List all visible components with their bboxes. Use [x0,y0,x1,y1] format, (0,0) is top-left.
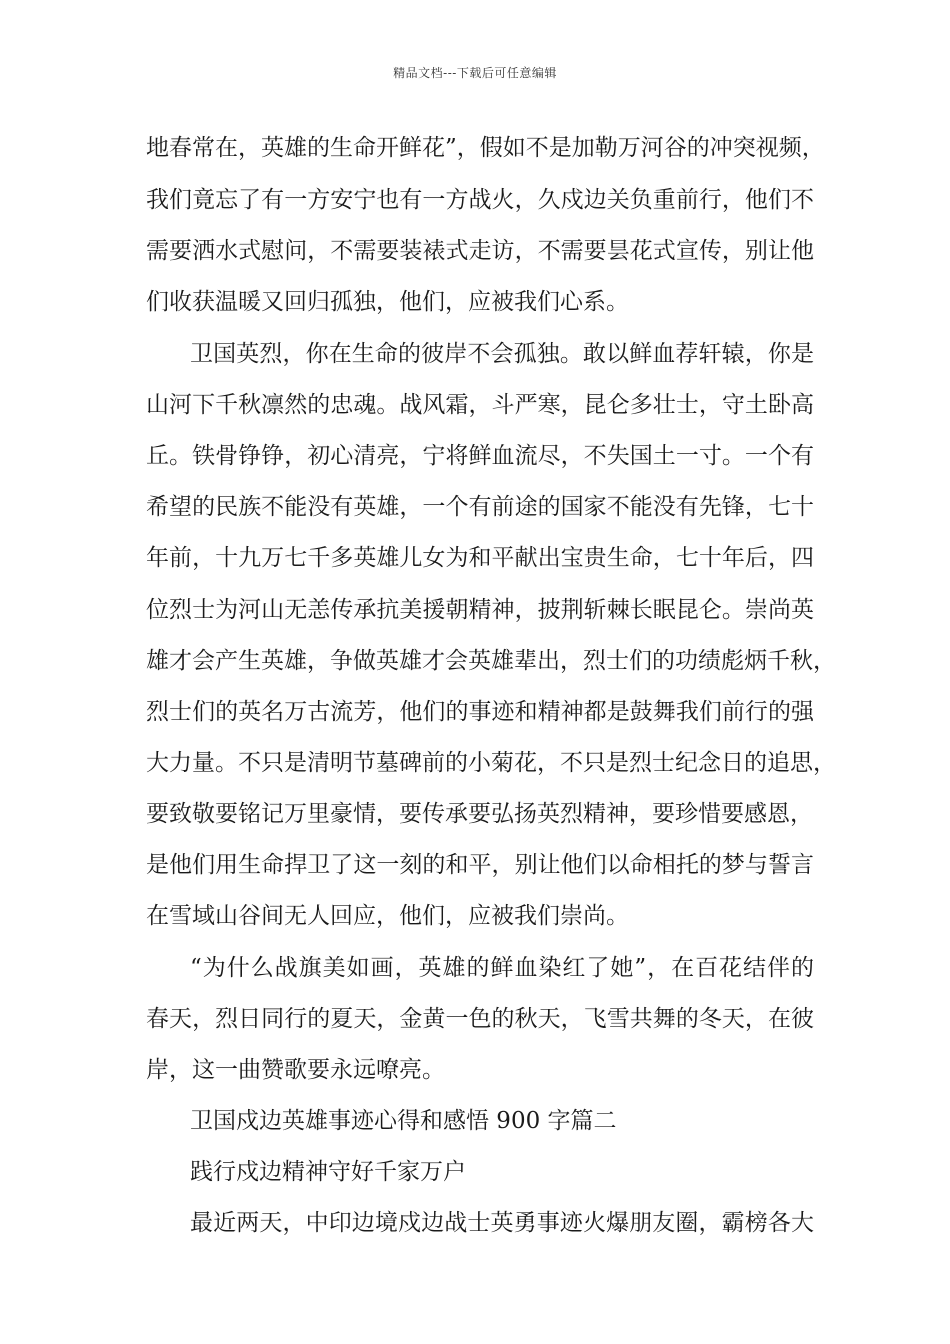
text-line: 岸，这一曲赞歌要永远嘹亮。 [146,1057,445,1083]
text-line: 们收获温暖又回归孤独，他们，应被我们心系。 [146,289,629,315]
running-header: 精品文档---下载后可任意编辑 [393,66,557,80]
paragraph-first-line: 最近两天，中印边境戍边战士英勇事迹火爆朋友圈，霸榜各大 [190,1210,814,1236]
text-line: 山河下千秋凛然的忠魂。战风霜，斗严寒，昆仑多壮士，守土卧高 [146,392,814,418]
text-line: 在雪域山谷间无人回应，他们，应被我们崇尚。 [146,903,629,929]
paragraph-first-line: “为什么战旗美如画，英雄的鲜血染红了她”，在百花结伴的 [190,955,814,981]
text-line: 我们竟忘了有一方安宁也有一方战火，久戍边关负重前行，他们不 [146,187,814,213]
paragraph-first-line: 卫国英烈，你在生命的彼岸不会孤独。敢以鲜血荐轩辕，你是 [190,341,814,367]
text-line: 丘。铁骨铮铮，初心清亮，宁将鲜血流尽，不失国土一寸。一个有 [146,443,814,469]
text-line: 雄才会产生英雄，争做英雄才会英雄辈出，烈士们的功绩彪炳千秋， [146,648,836,674]
section-heading: 卫国戍边英雄事迹心得和感悟 900 字篇二 [190,1108,617,1134]
article-title: 践行戍边精神守好千家万户 [190,1159,466,1185]
text-line: 地春常在，英雄的生命开鲜花”，假如不是加勒万河谷的冲突视频， [146,135,825,161]
text-line: 位烈士为河山无恙传承抗美援朝精神，披荆斩棘长眠昆仑。崇尚英 [146,597,814,623]
text-line: 希望的民族不能没有英雄，一个有前途的国家不能没有先锋，七十 [146,494,814,520]
text-line: 要致敬要铭记万里豪情，要传承要弘扬英烈精神，要珍惜要感恩， [146,801,813,827]
text-line: 年前，十九万七千多英雄儿女为和平献出宝贵生命，七十年后，四 [146,545,814,571]
text-line: 春天，烈日同行的夏天，金黄一色的秋天，飞雪共舞的冬天，在彼 [146,1006,814,1032]
text-line: 烈士们的英名万古流芳，他们的事迹和精神都是鼓舞我们前行的强 [146,699,814,725]
text-line: 大力量。不只是清明节墓碑前的小菊花，不只是烈士纪念日的追思， [146,750,836,776]
text-line: 需要洒水式慰问，不需要装裱式走访，不需要昙花式宣传，别让他 [146,238,814,264]
text-line: 是他们用生命捍卫了这一刻的和平，别让他们以命相托的梦与誓言 [146,852,814,878]
